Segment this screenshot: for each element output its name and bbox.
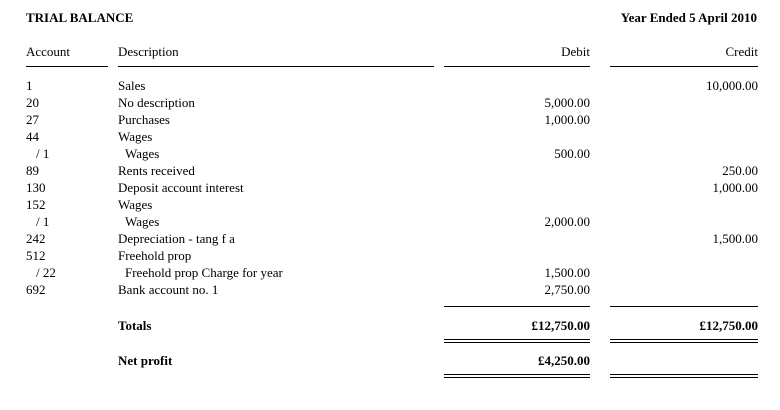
row-description: Freehold prop — [118, 248, 192, 263]
row-account: / 1 — [36, 214, 50, 229]
header-underline-description — [118, 66, 434, 67]
row-description: Wages — [118, 197, 153, 212]
header-underline-account — [26, 66, 108, 67]
net-profit-debit: £4,250.00 — [538, 353, 590, 368]
totals-rule-debit — [444, 306, 590, 307]
totals-credit: £12,750.00 — [699, 318, 758, 333]
report-title: TRIAL BALANCE — [26, 10, 134, 25]
row-description: Rents received — [118, 163, 195, 178]
row-description: Sales — [118, 78, 146, 93]
row-description: Purchases — [118, 112, 170, 127]
row-account: 20 — [26, 95, 39, 110]
net-profit-label: Net profit — [118, 353, 173, 368]
row-account: 152 — [26, 197, 46, 212]
row-account: 692 — [26, 282, 46, 297]
row-description: Wages — [125, 146, 160, 161]
row-debit: 1,500.00 — [544, 265, 590, 280]
column-header-credit: Credit — [725, 44, 758, 59]
totals-double-rule-credit-2 — [610, 342, 758, 343]
row-account: / 22 — [36, 265, 56, 280]
row-credit: 1,000.00 — [712, 180, 758, 195]
row-description: Freehold prop Charge for year — [125, 265, 283, 280]
row-account: 130 — [26, 180, 46, 195]
header-underline-credit — [610, 66, 758, 67]
totals-double-rule-debit-1 — [444, 339, 590, 340]
totals-double-rule-credit-1 — [610, 339, 758, 340]
totals-rule-credit — [610, 306, 758, 307]
row-description: Wages — [118, 129, 153, 144]
net-profit-double-rule-credit-2 — [610, 377, 758, 378]
row-account: 512 — [26, 248, 46, 263]
row-description: Depreciation - tang f a — [118, 231, 235, 246]
row-debit: 2,750.00 — [544, 282, 590, 297]
row-description: Deposit account interest — [118, 180, 244, 195]
row-description: Bank account no. 1 — [118, 282, 219, 297]
net-profit-double-rule-credit-1 — [610, 374, 758, 375]
net-profit-double-rule-debit-2 — [444, 377, 590, 378]
row-debit: 500.00 — [554, 146, 590, 161]
row-description: No description — [118, 95, 195, 110]
net-profit-double-rule-debit-1 — [444, 374, 590, 375]
row-debit: 1,000.00 — [544, 112, 590, 127]
header-underline-debit — [444, 66, 590, 67]
totals-double-rule-debit-2 — [444, 342, 590, 343]
row-account: / 1 — [36, 146, 50, 161]
row-debit: 2,000.00 — [544, 214, 590, 229]
totals-debit: £12,750.00 — [531, 318, 590, 333]
column-header-debit: Debit — [561, 44, 590, 59]
row-credit: 1,500.00 — [712, 231, 758, 246]
column-header-description: Description — [118, 44, 179, 59]
report-period: Year Ended 5 April 2010 — [620, 10, 757, 25]
row-credit: 250.00 — [722, 163, 758, 178]
row-account: 242 — [26, 231, 46, 246]
row-description: Wages — [125, 214, 160, 229]
row-account: 27 — [26, 112, 39, 127]
column-header-account: Account — [26, 44, 71, 59]
row-account: 1 — [26, 78, 33, 93]
row-credit: 10,000.00 — [706, 78, 758, 93]
row-account: 89 — [26, 163, 39, 178]
totals-label: Totals — [118, 318, 152, 333]
row-debit: 5,000.00 — [544, 95, 590, 110]
row-account: 44 — [26, 129, 39, 144]
